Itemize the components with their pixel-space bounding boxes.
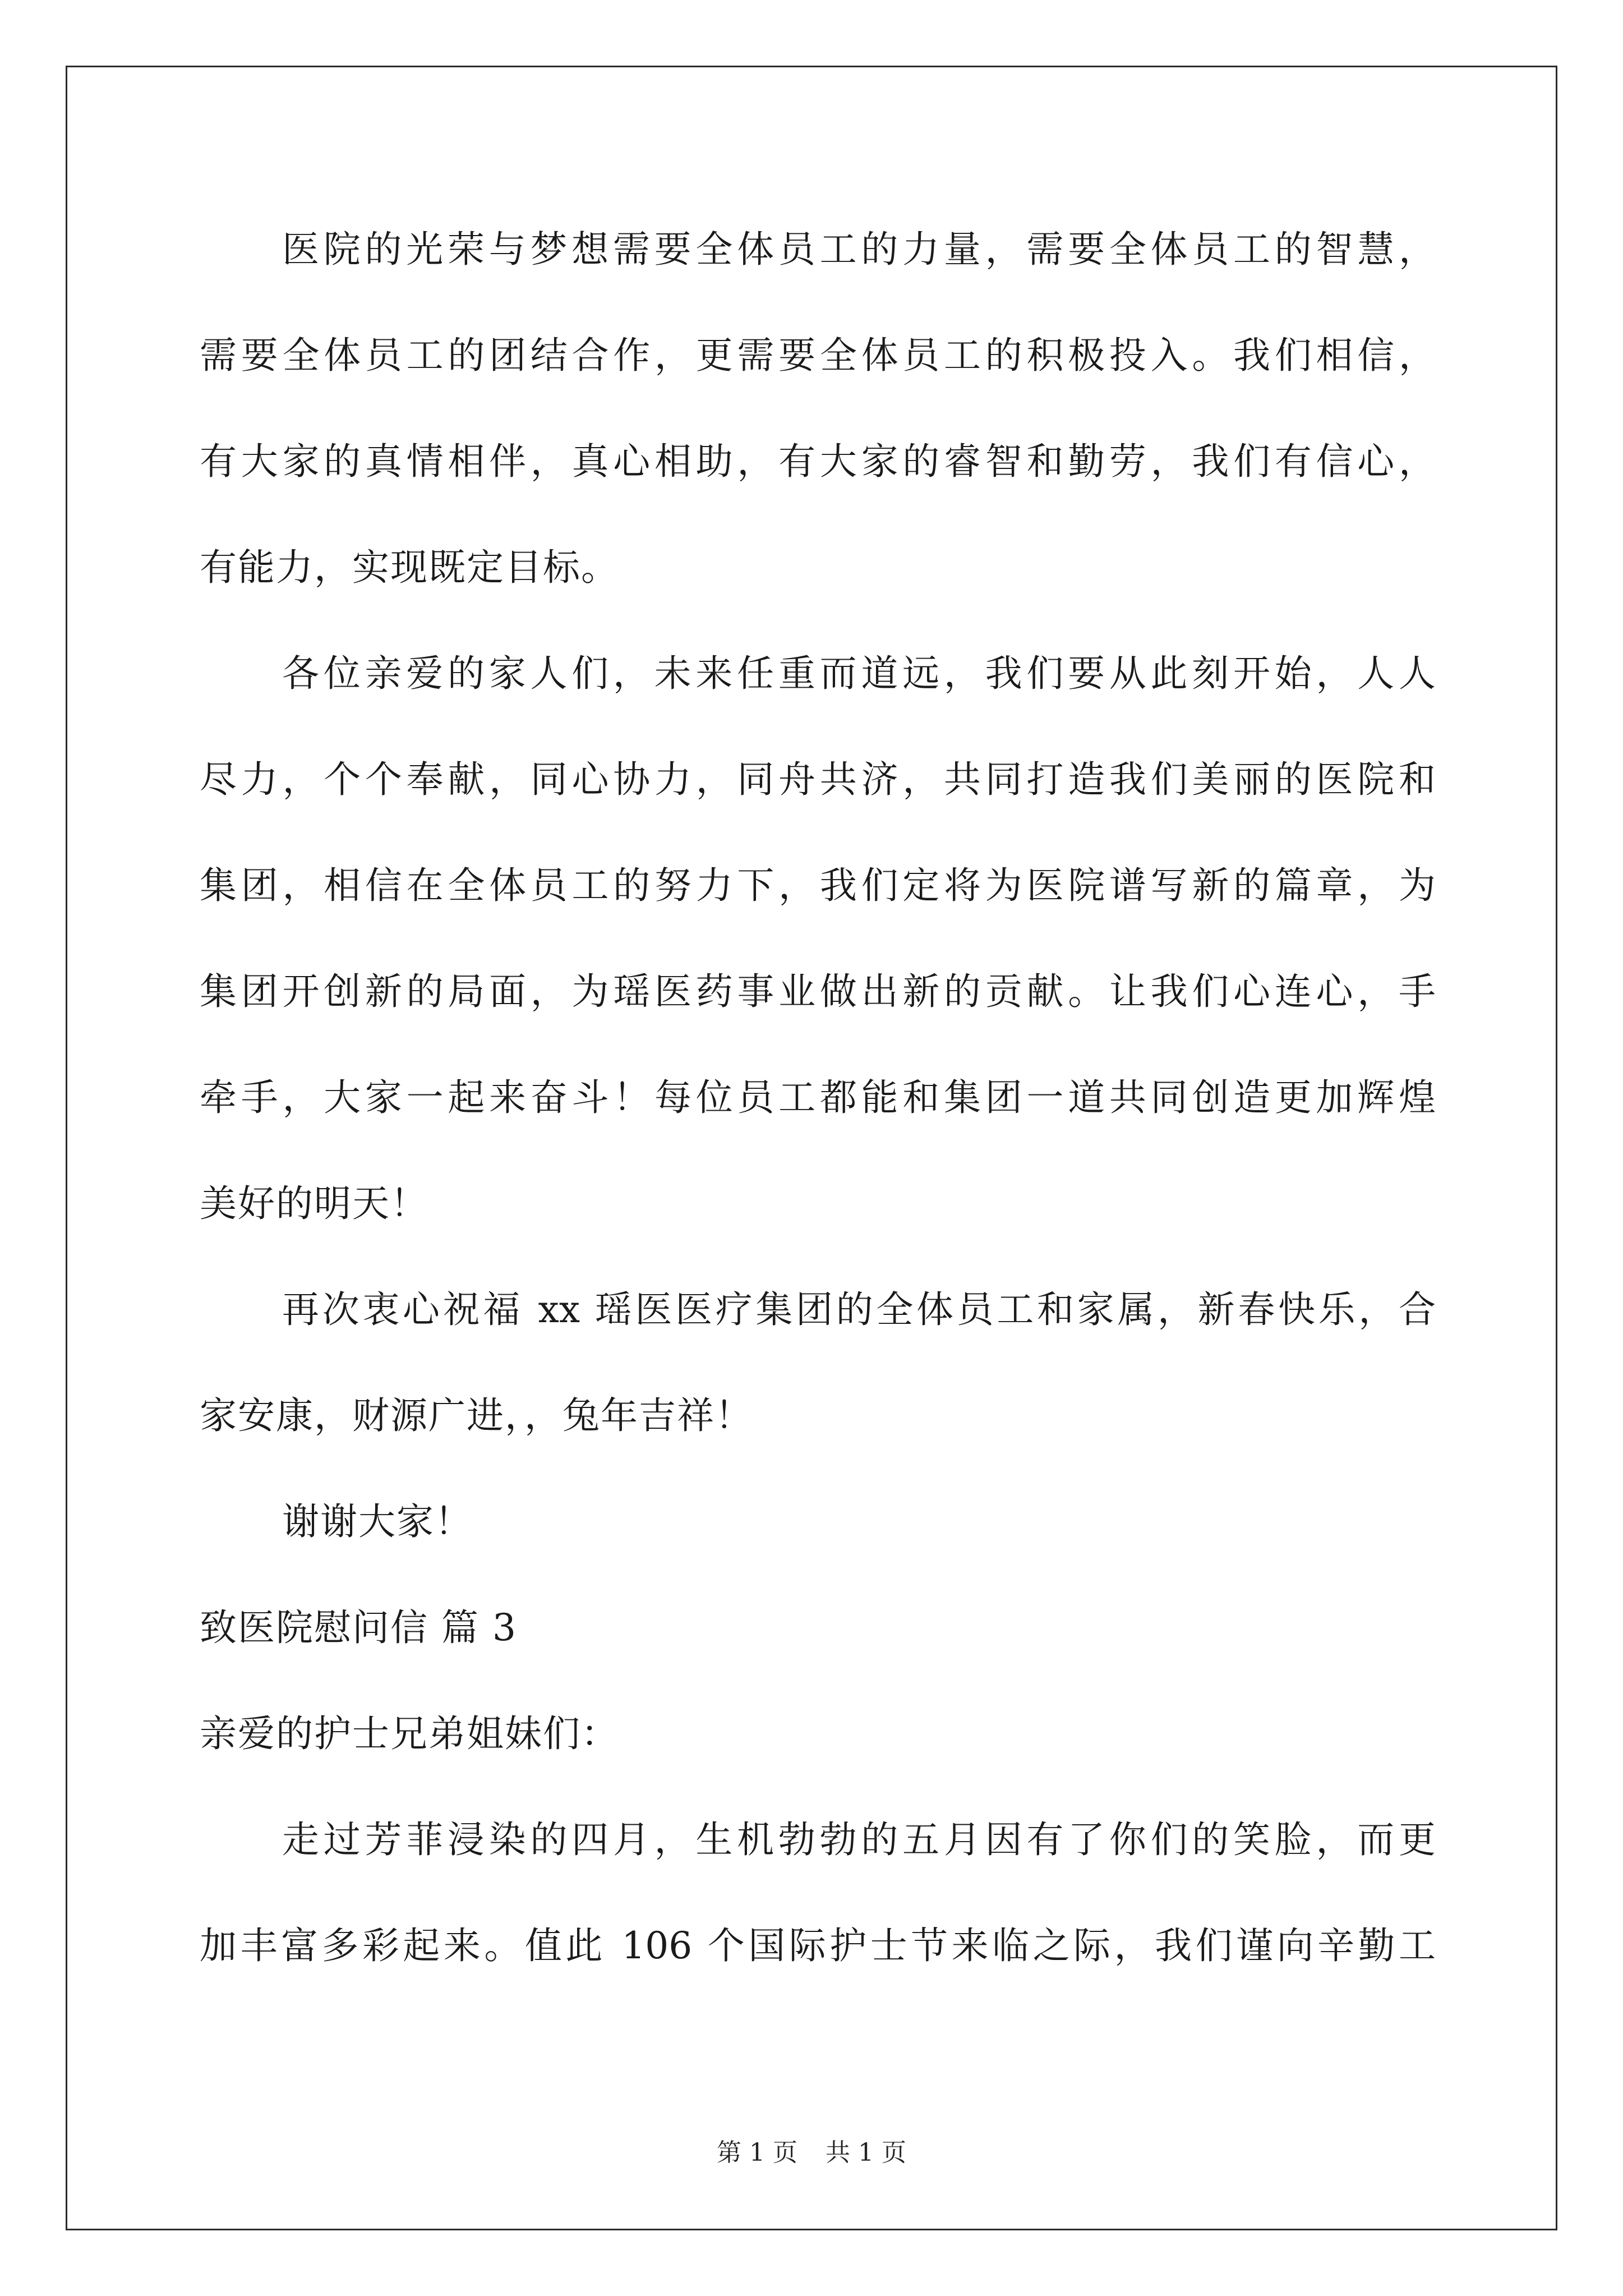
text-line: 走过芳菲浸染的四月，生机勃勃的五月因有了你们的笑脸，而更 (282, 1818, 1436, 1861)
page-border (66, 66, 1557, 2230)
text-line: 集团，相信在全体员工的努力下，我们定将为医院谱写新的篇章，为 (200, 864, 1436, 907)
text-line: 需要全体员工的团结合作，更需要全体员工的积极投入。我们相信， (200, 334, 1436, 377)
text-line: 有能力，实现既定目标。 (200, 546, 619, 589)
section-heading: 致医院慰问信 篇 3 (200, 1606, 517, 1649)
text-line: 谢谢大家！ (282, 1500, 473, 1543)
text-line: 尽力，个个奉献，同心协力，同舟共济，共同打造我们美丽的医院和 (200, 758, 1436, 801)
text-line: 美好的明天！ (200, 1182, 428, 1225)
page-footer (0, 2136, 1623, 2170)
text-line: 再次衷心祝福 xx 瑶医医疗集团的全体员工和家属，新春快乐，合 (282, 1288, 1436, 1331)
text-line: 医院的光荣与梦想需要全体员工的力量，需要全体员工的智慧， (282, 228, 1436, 271)
page-number: 第 1 页 (717, 2138, 797, 2167)
text-line: 集团开创新的局面，为瑶医药事业做出新的贡献。让我们心连心，手 (200, 970, 1436, 1013)
text-line: 家安康，财源广进，，兔年吉祥！ (200, 1394, 753, 1437)
text-line: 各位亲爱的家人们，未来任重而道远，我们要从此刻开始，人人 (282, 652, 1436, 695)
page-total: 共 1 页 (826, 2138, 906, 2167)
text-line: 有大家的真情相伴，真心相助，有大家的睿智和勤劳，我们有信心， (200, 440, 1436, 483)
salutation: 亲爱的护士兄弟姐妹们： (200, 1712, 619, 1755)
text-line: 加丰富多彩起来。值此 106 个国际护士节来临之际，我们谨向辛勤工 (200, 1924, 1436, 1967)
text-line: 牵手，大家一起来奋斗！每位员工都能和集团一道共同创造更加辉煌 (200, 1076, 1436, 1119)
